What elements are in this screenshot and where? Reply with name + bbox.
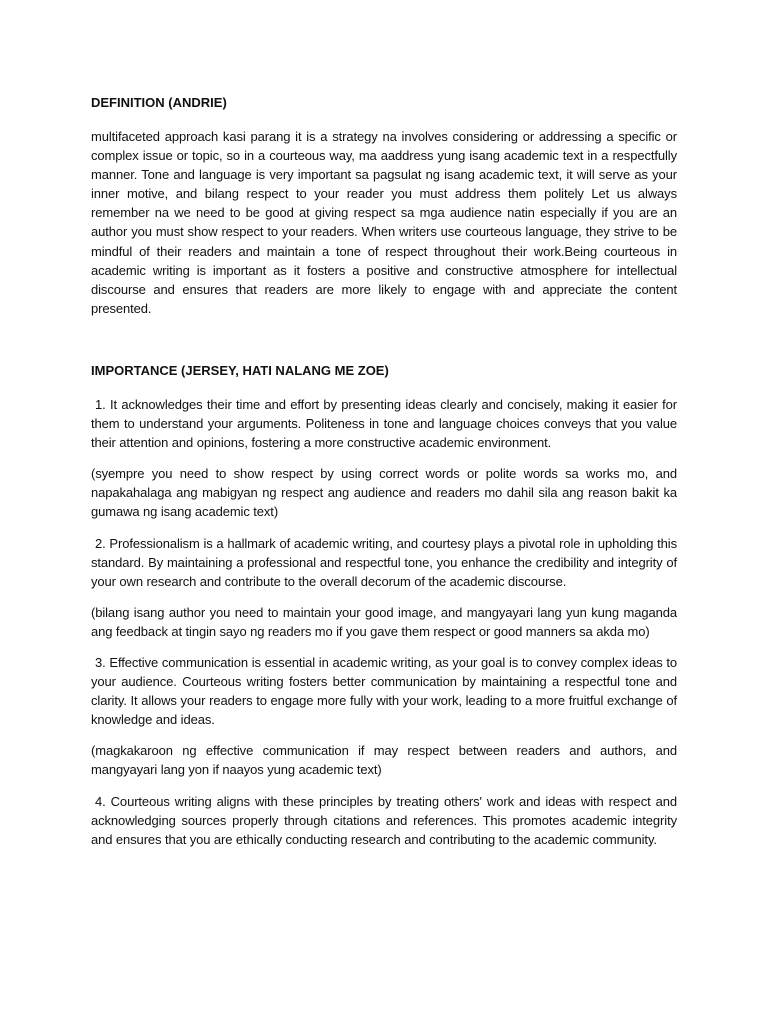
document-page <box>91 94 677 861</box>
importance-note-1: (syempre you need to show respect by using correct words or polite words sa works mo, and napakahalaga ang mabigyan ng respect ang audience and readers mo dahil sila ang reason bakit ka gumawa ng isang academic text) <box>91 466 677 520</box>
definition-paragraph: multifaceted approach kasi parang it is a strategy na involves considering or addressing a specific or complex issue or topic, so in a courteous way, ma aaddress yung isang academic text in a respectfully manner. Tone and language is very important sa pagsulat ng isang academic text, it will serve as your inner motive, and bilang respect to your reader you must address them politely Let us always remember na we need to be good at giving respect sa mga audience natin especially if you are an author you must show respect to your readers. When writers use courteous language, they strive to be mindful of their readers and maintain a tone of respect throughout their work.Being courteous in academic writing is important as it fosters a positive and constructive atmosphere for intellectual discourse and ensures that readers are more likely to engage with and appreciate the content presented. <box>91 129 677 316</box>
importance-note-2: (bilang isang author you need to maintain your good image, and mangyayari lang yun kung maganda ang feedback at tingin sayo ng readers mo if you gave them respect or good manners sa akda mo) <box>91 604 677 639</box>
importance-heading: IMPORTANCE (JERSEY, HATI NALANG ME ZOE) <box>91 362 389 378</box>
importance-point-2: 2. Professionalism is a hallmark of academic writing, and courtesy plays a pivotal role in upholding this standard. By maintaining a professional and respectful tone, you enhance the credibility and integrity of your own research and contribute to the overall decorum of the academic discourse. <box>91 535 677 589</box>
importance-note-3: (magkakaroon ng effective communication if may respect between readers and authors, and mangyayari lang yon if naayos yung academic text) <box>91 743 677 778</box>
definition-heading: DEFINITION (ANDRIE) <box>91 95 227 110</box>
section-spacer <box>91 318 677 362</box>
importance-point-3: 3. Effective communication is essential in academic writing, as your goal is to convey complex ideas to your audience. Courteous writing fosters better communication by maintaining a respectful tone and clarity. It allows your readers to engage more fully with your work, leading to a more fruitful exchange of knowledge and ideas. <box>91 654 677 728</box>
importance-point-4: 4. Courteous writing aligns with these principles by treating others' work and ideas with respect and acknowledging sources properly through citations and references. This promotes academic integrity and ensures that you are ethically conducting research and contributing to the academic community. <box>91 793 677 847</box>
importance-point-1: 1. It acknowledges their time and effort by presenting ideas clearly and concisely, making it easier for them to understand your arguments. Politeness in tone and language choices conveys that you value their attention and opinions, fostering a more constructive academic environment. <box>91 396 677 451</box>
